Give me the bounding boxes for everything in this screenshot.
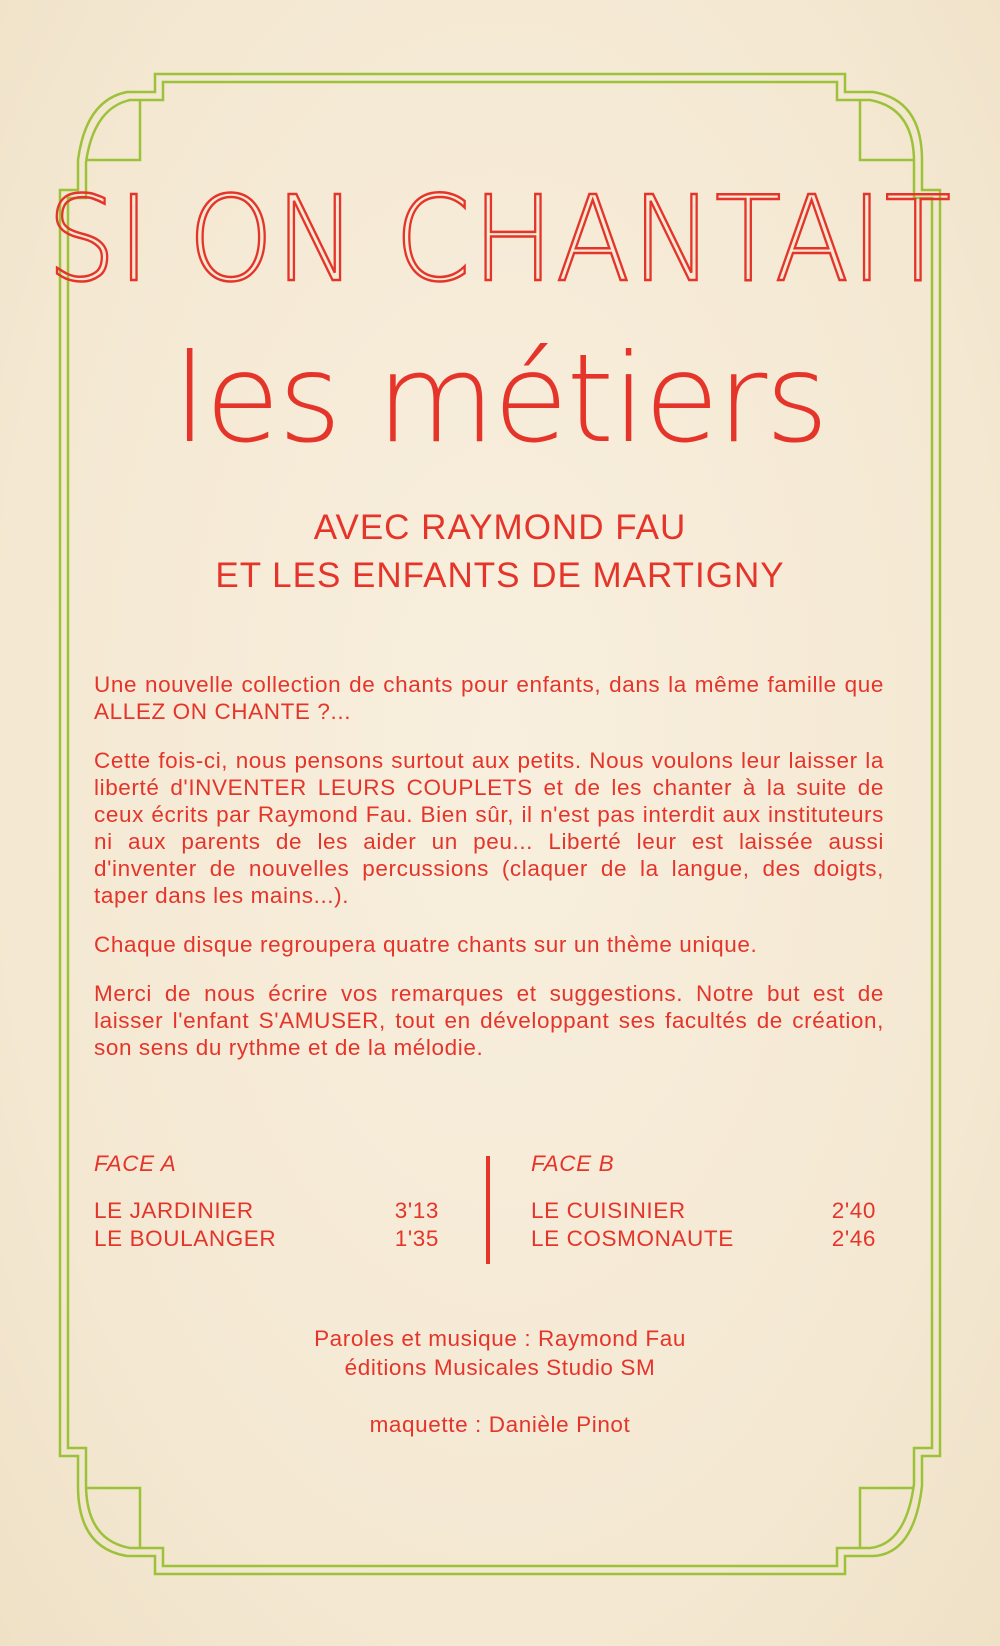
paragraph-1: Une nouvelle collection de chants pour enfants, dans la même famille que ALLEZ ON CHANTE ?...: [94, 672, 884, 724]
artist-line-2: ET LES ENFANTS DE MARTIGNY: [215, 556, 785, 595]
artist-line-1: AVEC RAYMOND FAU: [313, 508, 687, 547]
main-title: [40, 170, 960, 308]
artist-block: [0, 504, 1000, 600]
track-duration: 1'35: [394, 1226, 439, 1251]
paragraph-3: Chaque disque regroupera quatre chants sur un thème unique.: [94, 932, 758, 957]
track-row: [94, 1197, 439, 1225]
track-duration: 2'46: [831, 1226, 876, 1251]
face-b-label: FACE B: [531, 1151, 615, 1176]
main-title-text: SI ON CHANTAIT: [47, 170, 953, 308]
subtitle-metiers: les métiers: [173, 328, 827, 470]
track-duration: 3'13: [394, 1198, 439, 1223]
face-a-label: FACE A: [94, 1151, 177, 1176]
paragraph-2: Cette fois-ci, nous pensons surtout aux petits. Nous voulons leur laisser la liberté d'INVENTER LEURS COUPLETS et de les chanter à la suite de ceux écrits par Raymond Fau. Bien sûr, il n'est pas interdit aux instituteurs ni aux parents de les aider un peu... Liberté leur est laissée aussi d'inventer de nouvelles percussions (claquer de la langue, des doigts, taper dans les mains...).: [94, 748, 884, 908]
face-a: [94, 1150, 439, 1253]
track-title: LE COSMONAUTE: [531, 1226, 734, 1251]
track-title: LE BOULANGER: [94, 1226, 277, 1251]
face-divider: [486, 1156, 490, 1264]
track-duration: 2'40: [831, 1198, 876, 1223]
credits-publisher: éditions Musicales Studio SM: [344, 1355, 656, 1380]
track-title: LE CUISINIER: [531, 1198, 686, 1223]
credits-design: maquette : Danièle Pinot: [369, 1412, 631, 1437]
credits-lyrics-music: Paroles et musique : Raymond Fau: [314, 1326, 686, 1351]
paragraph-4: Merci de nous écrire vos remarques et suggestions. Notre but est de laisser l'enfant S'AMUSER, tout en développant ses facultés de création, son sens du rythme et de la mélodie.: [94, 981, 884, 1060]
track-row: [94, 1225, 439, 1253]
track-row: [531, 1197, 876, 1225]
credits: [0, 1324, 1000, 1439]
description: [94, 671, 884, 1083]
track-title: LE JARDINIER: [94, 1198, 254, 1223]
track-row: [531, 1225, 876, 1253]
face-b: [531, 1150, 876, 1253]
tracklist: [94, 1150, 884, 1270]
